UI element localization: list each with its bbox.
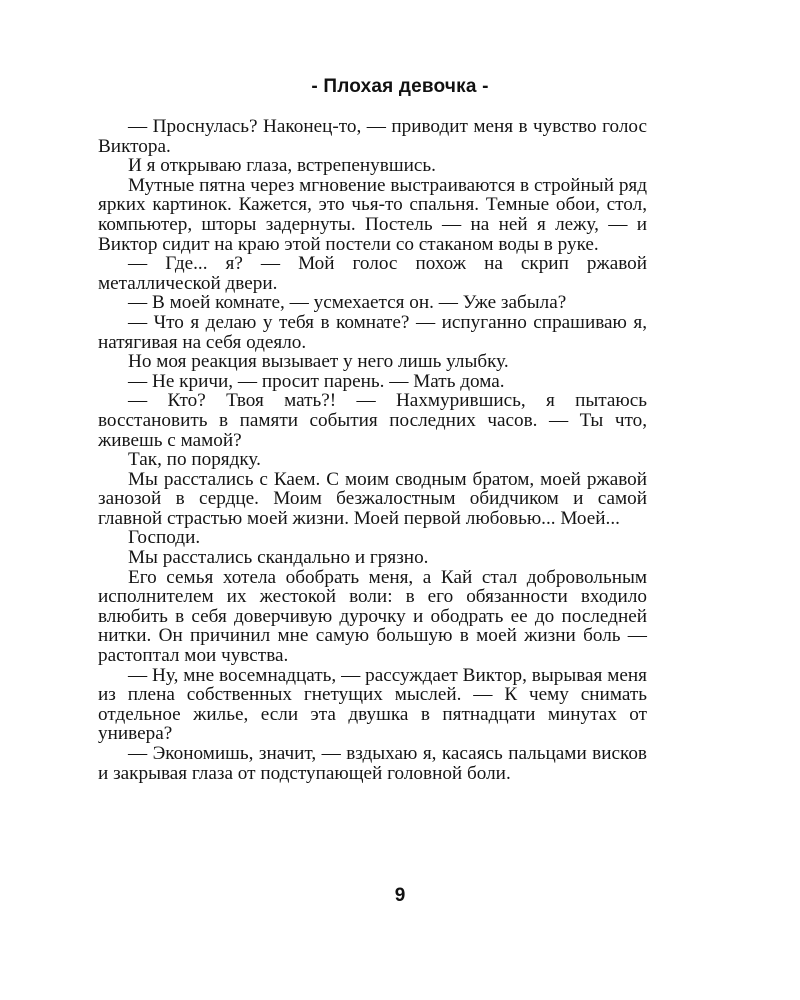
paragraph: Мутные пятна через мгновение выстраиваются в стройный ряд ярких картинок. Кажется, это чья-то спальня. Темные обои, стол, компьютер, шторы задернуты. Постель — на ней я лежу, — и Виктор сидит на краю этой постели со стаканом воды в руке.: [98, 174, 647, 255]
paragraph: — Проснулась? Наконец-то, — приводит меня в чувство голос Виктора.: [98, 116, 647, 157]
paragraph: И я открываю глаза, встрепенувшись.: [128, 155, 436, 177]
body-text: [98, 117, 647, 783]
paragraph: Господи.: [128, 527, 201, 549]
paragraph: — Что я делаю у тебя в комнате? — испуганно спрашиваю я, натягивая на себя одеяло.: [98, 311, 647, 353]
paragraph: Так, по порядку.: [128, 449, 261, 471]
paragraph: Мы расстались с Каем. С моим сводным братом, моей ржавой занозой в сердце. Моим безжалостным обидчиком и самой главной страстью моей жизни. Моей первой любовью... Моей...: [98, 468, 647, 529]
paragraph: — Экономишь, значит, — вздыхаю я, касаясь пальцами висков и закрывая глаза от подступающей головной боли.: [98, 743, 647, 784]
paragraph: Но моя реакция вызывает у него лишь улыбку.: [128, 351, 509, 373]
page-number: 9: [394, 885, 406, 906]
paragraph: Его семья хотела обобрать меня, а Кай стал добровольным исполнителем их жестокой воли: в его обязанности входило влюбить в себя доверчивую дурочку и ободрать ее до последней нитки. Он причинил мне самую большую в моей жизни боль — растоптал мои чувства.: [98, 566, 647, 667]
running-header: - Плохая девочка -: [311, 76, 489, 97]
paragraph: — Кто? Твоя мать?! — Нахмурившись, я пытаюсь восстановить в памяти события последних часов. — Ты что, живешь с мамой?: [98, 390, 647, 451]
paragraph: — В моей комнате, — усмехается он. — Уже забыла?: [128, 292, 567, 314]
paragraph: — Ну, мне восемнадцать, — рассуждает Виктор, вырывая меня из плена собственных гнетущих мыслей. — К чему снимать отдельное жилье, если эта двушка в пятнадцати минутах от универа?: [98, 664, 647, 745]
paragraph: — Не кричи, — просит парень. — Мать дома.: [128, 370, 505, 392]
paragraph: Мы расстались скандально и грязно.: [128, 547, 429, 569]
paragraph: — Где... я? — Мой голос похож на скрип ржавой металлической двери.: [98, 253, 647, 294]
